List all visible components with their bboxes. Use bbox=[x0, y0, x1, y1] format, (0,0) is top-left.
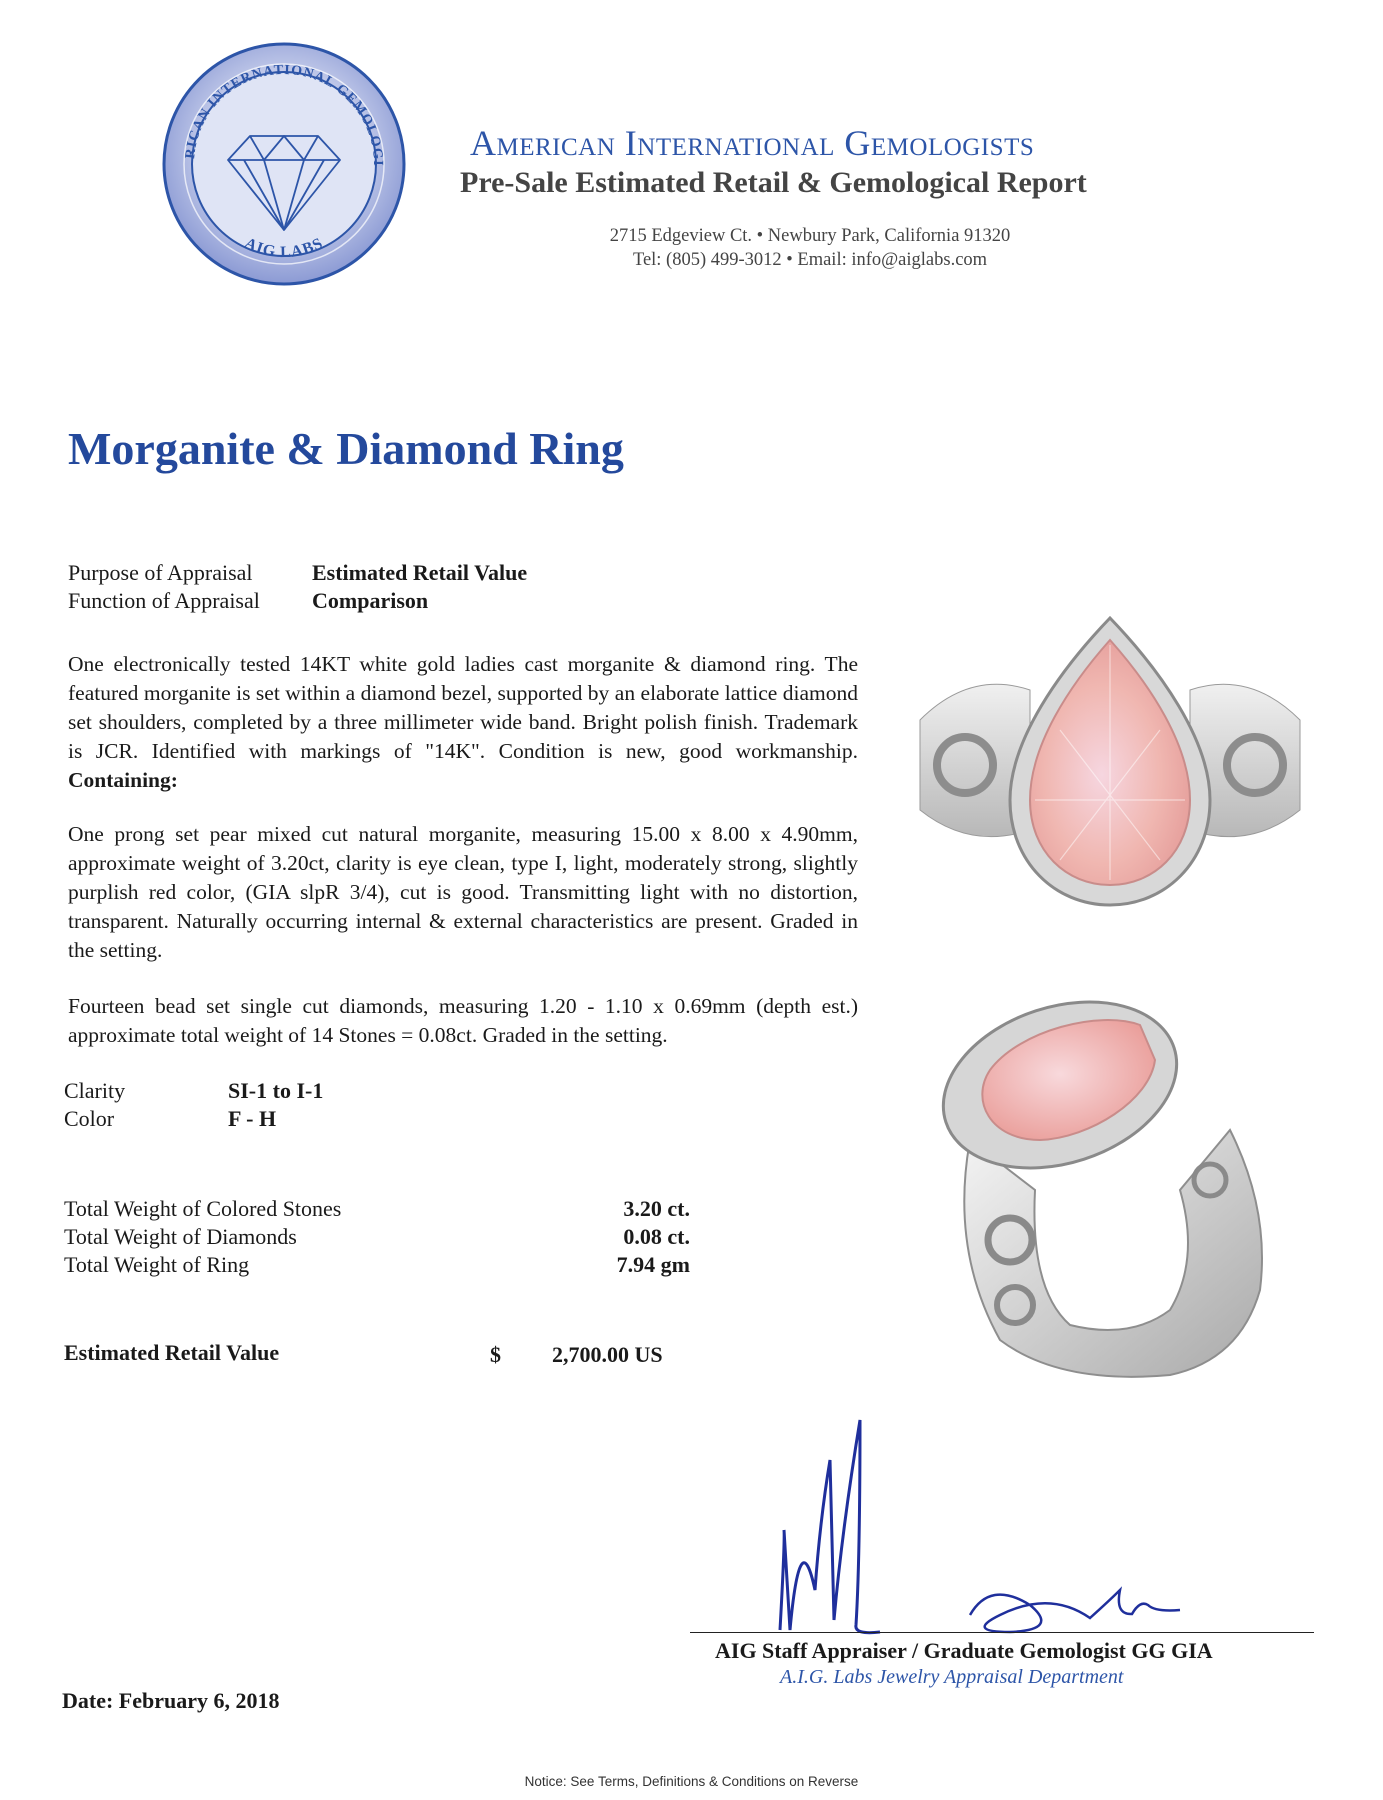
signature-line bbox=[690, 1632, 1314, 1633]
clarity-value: SI-1 to I-1 bbox=[228, 1078, 324, 1103]
currency-symbol: $ bbox=[490, 1342, 501, 1367]
weight-value-diamonds: 0.08 ct. bbox=[623, 1224, 690, 1249]
purpose-label: Purpose of Appraisal bbox=[68, 560, 253, 585]
item-title: Morganite & Diamond Ring bbox=[68, 423, 624, 474]
svg-text:AMERICAN INTERNATIONAL GEMOLOG: RICAN INTERNATIONAL GEMOLOGI bbox=[183, 62, 386, 167]
estimated-value-amount: 2,700.00 US bbox=[552, 1342, 663, 1367]
function-value: Comparison bbox=[312, 588, 429, 613]
ring-photo-top-view bbox=[910, 600, 1310, 930]
weight-value-colored-stones: 3.20 ct. bbox=[623, 1196, 690, 1221]
weight-value-ring: 7.94 gm bbox=[616, 1252, 690, 1277]
weight-label-ring: Total Weight of Ring bbox=[64, 1252, 250, 1277]
containing-label: Containing: bbox=[68, 768, 178, 792]
ring-photo-side-view bbox=[910, 990, 1310, 1390]
diamond-description: Fourteen bead set single cut diamonds, measuring 1.20 - 1.10 x 0.69mm (depth est.) approximate total weight of 14 Stones = 0.08ct. Graded in the setting. bbox=[68, 994, 858, 1047]
terms-notice: Notice: See Terms, Definitions & Conditions on Reverse bbox=[524, 1774, 859, 1789]
signature-marks bbox=[760, 1400, 1320, 1640]
contact-line: Tel: (805) 499-3012 • Email: info@aiglabs.com bbox=[632, 250, 988, 270]
color-value: F - H bbox=[228, 1106, 277, 1131]
color-label: Color bbox=[64, 1106, 115, 1131]
clarity-label: Clarity bbox=[64, 1078, 126, 1103]
contact-block bbox=[460, 224, 1160, 272]
weight-label-diamonds: Total Weight of Diamonds bbox=[64, 1224, 297, 1249]
estimated-value-label: Estimated Retail Value bbox=[64, 1340, 280, 1365]
organization-name: American International Gemologists bbox=[470, 123, 1035, 163]
svg-text:AIG LABS: AIG LABS bbox=[241, 234, 327, 262]
description-text: One electronically tested 14KT white gold ladies cast morganite & diamond ring. The featured morganite is set within a diamond bezel, supported by an elaborate lattice diamond set shoulders, completed by a three millimeter wide band. Bright polish finish. Trademark is JCR. Identified with markings of "14K". Condition is new, good workmanship. bbox=[68, 652, 858, 763]
signature-title: AIG Staff Appraiser / Graduate Gemologist GG GIA bbox=[715, 1638, 1213, 1663]
function-label: Function of Appraisal bbox=[68, 588, 260, 613]
morganite-description: One prong set pear mixed cut natural morganite, measuring 15.00 x 8.00 x 4.90mm, approximate weight of 3.20ct, clarity is eye clean, type I, light, moderately strong, slightly purplish red color, (GIA slpR 3/4), cut is good. Transmitting light with no distortion, transparent. Naturally occurring internal & external characteristics are present. Graded in the setting. bbox=[68, 822, 858, 962]
report-title: Pre-Sale Estimated Retail & Gemological Report bbox=[460, 166, 1087, 199]
weight-label-colored-stones: Total Weight of Colored Stones bbox=[64, 1196, 342, 1221]
aig-seal-logo bbox=[160, 40, 408, 288]
purpose-value: Estimated Retail Value bbox=[312, 560, 528, 585]
report-date: Date: February 6, 2018 bbox=[62, 1688, 280, 1713]
description-paragraph-1 bbox=[68, 650, 858, 795]
signature-department: A.I.G. Labs Jewelry Appraisal Department bbox=[780, 1666, 1124, 1688]
address-line: 2715 Edgeview Ct. • Newbury Park, California 91320 bbox=[609, 226, 1011, 246]
